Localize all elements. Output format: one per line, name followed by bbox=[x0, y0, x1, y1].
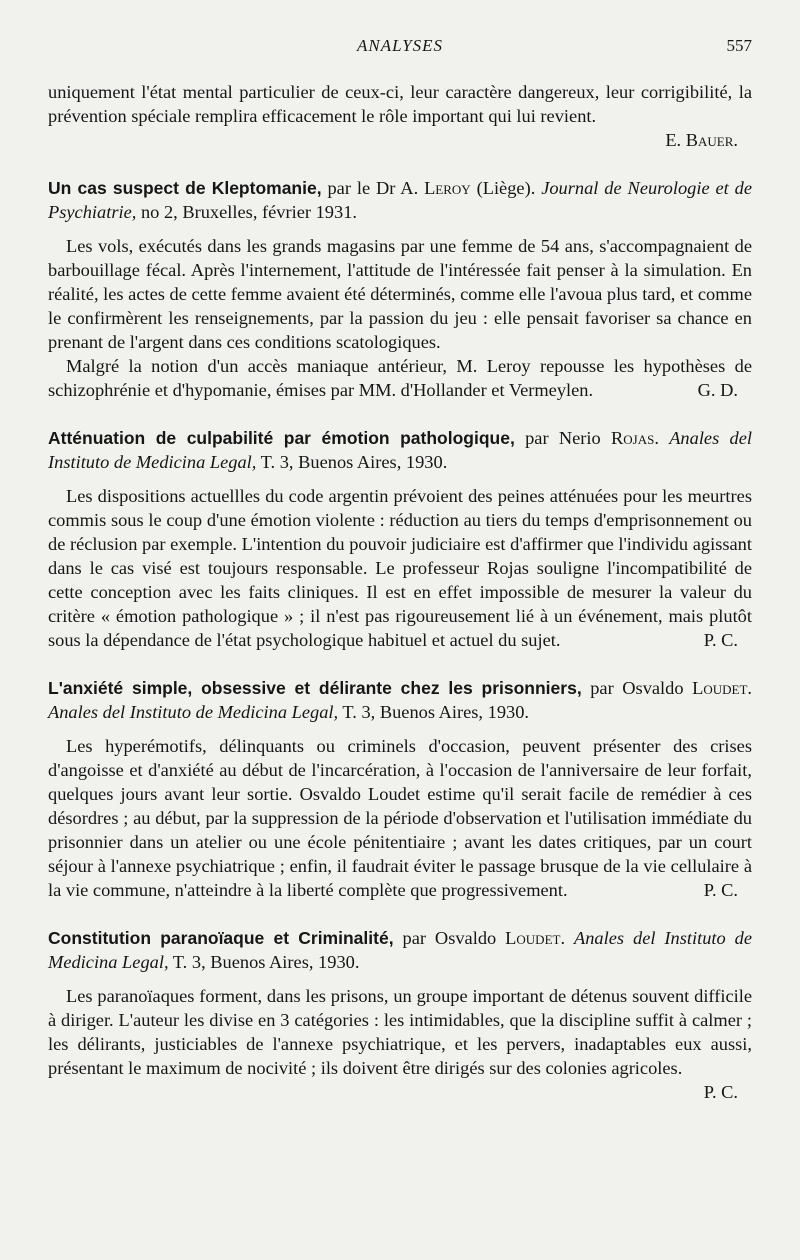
article-title: Constitution paranoïaque et Criminalité, bbox=[48, 928, 394, 948]
article-journal: Anales del Instituto de Medicina Legal, bbox=[48, 928, 753, 972]
article-signature: P. C. bbox=[703, 880, 738, 900]
review-article-2 bbox=[48, 426, 752, 652]
running-head-title: ANALYSES bbox=[356, 36, 444, 55]
review-article-4 bbox=[48, 926, 752, 1104]
article-byline: par le Dr A. bbox=[321, 178, 425, 198]
article-journal: Anales del Instituto de Medicina Legal, bbox=[48, 702, 339, 722]
article-author-suffix: (Liège). bbox=[470, 178, 542, 198]
article-paragraph bbox=[48, 354, 752, 402]
article-signature: P. C. bbox=[703, 630, 738, 650]
article-paragraph bbox=[48, 734, 752, 902]
article-heading bbox=[48, 426, 752, 474]
running-head bbox=[48, 36, 752, 58]
article-heading bbox=[48, 176, 752, 224]
review-article-3 bbox=[48, 676, 752, 902]
article-paragraph: Les paranoïaques forment, dans les prisons, un groupe important de détenus souvent difficile à diriger. L'auteur les divise en 3 catégories : les intimidables, que la discipline suffit à calmer ; les délirants, justiciables de l'annexe psychiatrique, et les pervers, inadaptables eux aussi, présentant le maximum de nocivité ; ils doivent être dirigés sur des colonies agricoles. bbox=[48, 986, 752, 1078]
article-citation: T. 3, Buenos Aires, 1930. bbox=[168, 952, 360, 972]
article-signature: G. D. bbox=[697, 380, 738, 400]
article-journal: Journal de Neurologie et de Psychiatrie, bbox=[48, 178, 753, 222]
intro-paragraph: uniquement l'état mental particulier de ceux-ci, leur caractère dangereux, leur corrigibilité, la prévention spéciale remplira efficacement le rôle important qui lui revient. bbox=[48, 82, 752, 126]
article-author: Loudet bbox=[692, 678, 748, 698]
article-byline: par Nerio bbox=[514, 428, 611, 448]
article-author: Rojas bbox=[610, 428, 655, 448]
intro-section bbox=[48, 80, 752, 152]
article-title: Un cas suspect de Kleptomanie, bbox=[48, 178, 322, 198]
article-journal: Anales del Instituto de Medicina Legal, bbox=[48, 428, 752, 472]
article-citation: T. 3, Buenos Aires, 1930. bbox=[338, 702, 530, 722]
article-heading bbox=[48, 676, 752, 724]
article-heading bbox=[48, 926, 752, 974]
article-title: Atténuation de culpabilité par émotion pathologique, bbox=[48, 428, 515, 448]
article-paragraph-text: Les dispositions actuellles du code argentin prévoient des peines atténuées pour les meurtres commis sous le coup d'une émotion violente : réduction au tiers du temps d'emprisonnement ou de réclusion par exemple. L'intention du pouvoir judiciaire est d'affirmer que l'individu agissant dans le cas visé est toujours responsable. Le professeur Rojas souligne l'incompatibilité de cette conception avec les faits cliniques. Il est en effet impossible de mesurer la valeur du critère « émotion pathologique » ; il n'est pas rigoureusement lié à un événement, mais plutôt sous la dépendance de l'état psychologique habituel et actuel du sujet. bbox=[48, 486, 752, 650]
article-citation: T. 3, Buenos Aires, 1930. bbox=[256, 452, 448, 472]
intro-signature: E. Bauer. bbox=[665, 130, 738, 150]
review-article-1 bbox=[48, 176, 752, 402]
article-author: Leroy bbox=[424, 178, 471, 198]
article-paragraph bbox=[48, 484, 752, 652]
article-paragraph-text: Les hyperémotifs, délinquants ou criminels d'occasion, peuvent présenter des crises d'angoisse et d'anxiété au début de l'incarcération, à l'occasion de l'anniversaire de leur forfait, quelques jours avant leur sortie. Osvaldo Loudet estime qu'il serait facile de remédier à ces désordres ; au début, par la suppression de la période d'observation et l'utilisation immédiate du prisonnier dans un atelier ou une école pénitentiaire ; avant les dates critiques, par un court séjour à l'annexe psychiatrique ; enfin, il faudrait éviter le passage brusque de la vie cellulaire à la vie commune, n'atteindre à la liberté complète que progressivement. bbox=[48, 736, 752, 900]
article-signature: P. C. bbox=[703, 1082, 738, 1102]
page-number: 557 bbox=[726, 36, 752, 55]
article-author-suffix: . bbox=[654, 428, 670, 448]
page-content bbox=[48, 80, 752, 1104]
article-paragraph: Les vols, exécutés dans les grands magasins par une femme de 54 ans, s'accompagnaient de barbouillage fécal. Après l'internement, l'attitude de l'intéressée fait penser à la simulation. En réalité, les actes de cette femme avaient été déterminés, comme elle l'avoua plus tard, et comme le confirmèrent les renseignements, par la passion du jeu : elle pensait favoriser sa chance en prenant de l'argent dans ces conditions scatologiques. bbox=[48, 236, 752, 352]
article-author-suffix: . bbox=[747, 678, 752, 698]
article-author-suffix: . bbox=[560, 928, 574, 948]
article-title: L'anxiété simple, obsessive et délirante chez les prisonniers, bbox=[48, 678, 582, 698]
article-byline: par Osvaldo bbox=[581, 678, 693, 698]
article-author: Loudet bbox=[505, 928, 561, 948]
article-paragraph-text: Malgré la notion d'un accès maniaque antérieur, M. Leroy repousse les hypothèses de schizophrénie et d'hypomanie, émises par MM. d'Hollander et Vermeylen. bbox=[48, 356, 752, 400]
article-byline: par Osvaldo bbox=[393, 928, 506, 948]
article-citation: no 2, Bruxelles, février 1931. bbox=[136, 202, 357, 222]
